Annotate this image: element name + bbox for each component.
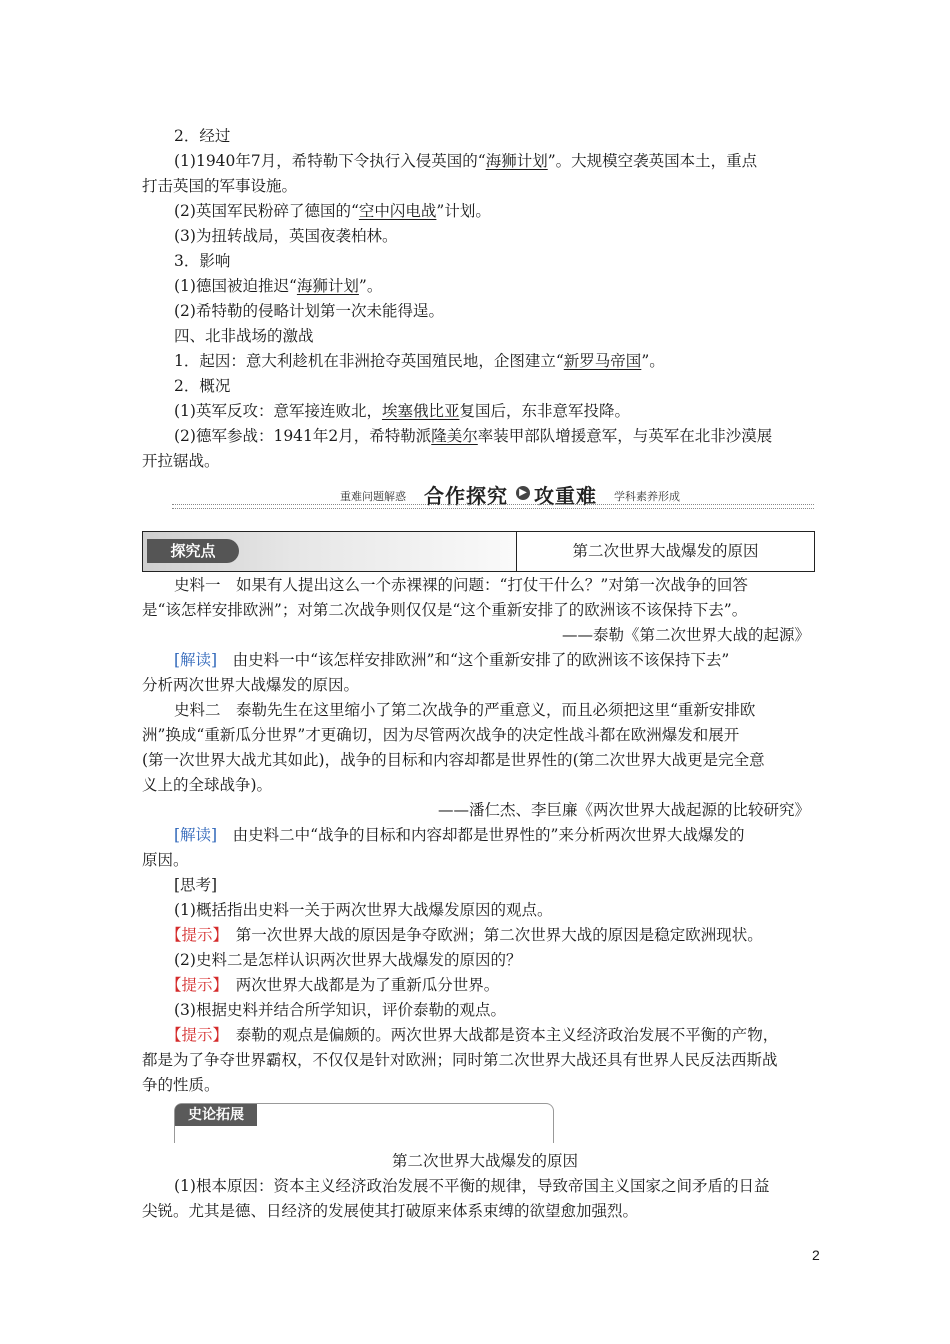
extension-header-box bbox=[174, 1103, 554, 1143]
hint-paragraph bbox=[166, 1023, 778, 1047]
extension-title: 第二次世界大战爆发的原因 bbox=[392, 1152, 579, 1170]
question: (3)根据史料并结合所学知识，评价泰勒的观点。 bbox=[174, 1001, 506, 1019]
source-text: 是“该怎样安排欧洲”；对第二次战争则仅仅是“这个重新安排了的欧洲该不该保持下去”。 bbox=[142, 601, 748, 619]
paragraph: (1)根本原因：资本主义经济政治发展不平衡的规律，导致帝国主义国家之间矛盾的日益 bbox=[174, 1177, 770, 1195]
banner-right-caption: 学科素养形成 bbox=[614, 490, 680, 503]
source-text: (第一次世界大战尤其如此)，战争的目标和内容却都是世界性的(第二次世界大战更是完全意 bbox=[142, 751, 765, 769]
paragraph: (2)希特勒的侵略计划第一次未能得逞。 bbox=[174, 302, 444, 320]
arrow-icon: ▶ bbox=[516, 486, 530, 500]
paragraph-continuation: 都是为了争夺世界霸权，不仅仅是针对欧洲；同时第二次世界大战还具有世界人民反法西斯战 bbox=[142, 1051, 778, 1069]
underlined-term: 海狮计划 bbox=[485, 152, 548, 170]
source-text: 史料二 泰勒先生在这里缩小了第二次战争的严重意义，而且必须把这里“重新安排欧 bbox=[174, 701, 756, 719]
text: 复国后，东非意军投降。 bbox=[459, 402, 630, 420]
text: (2)德军参战：1941年2月，希特勒派 bbox=[174, 427, 432, 445]
text: 由史料二中“战争的目标和内容却都是世界性的”来分析两次世界大战爆发的 bbox=[217, 826, 745, 844]
paragraph-continuation: 分析两次世界大战爆发的原因。 bbox=[142, 676, 360, 694]
paragraph bbox=[174, 349, 665, 373]
question: (1)概括指出史料一关于两次世界大战爆发原因的观点。 bbox=[174, 901, 553, 919]
paragraph-continuation: 打击英国的军事设施。 bbox=[142, 177, 298, 195]
probe-label-area bbox=[143, 532, 516, 571]
text: 第一次世界大战的原因是争夺欧洲；第二次世界大战的原因是稳定欧洲现状。 bbox=[220, 926, 763, 944]
text: (1)1940年7月，希特勒下令执行入侵英国的“ bbox=[174, 152, 486, 170]
think-heading: [思考] bbox=[174, 876, 218, 894]
banner-title-part2: 攻重难 bbox=[534, 484, 597, 508]
paragraph-continuation: 争的性质。 bbox=[142, 1076, 220, 1094]
underlined-term: 新罗马帝国 bbox=[563, 352, 642, 370]
paragraph: (3)为扭转战局，英国夜袭柏林。 bbox=[174, 227, 398, 245]
paragraph bbox=[174, 274, 382, 298]
section-heading: 四、北非战场的激战 bbox=[174, 327, 314, 345]
banner-left-caption: 重难问题解惑 bbox=[340, 490, 406, 503]
hint-tag: 【提示】 bbox=[166, 976, 221, 994]
paragraph bbox=[174, 399, 630, 423]
text: ”。 bbox=[641, 352, 665, 370]
hint-tag: 【提示】 bbox=[166, 1026, 221, 1044]
hint-paragraph bbox=[166, 923, 763, 947]
source-text: 洲”换成“重新瓜分世界”才更确切，因为尽管两次战争的决定性战斗都在欧洲爆发和展开 bbox=[142, 726, 740, 744]
paragraph-continuation: 尖锐。尤其是德、日经济的发展使其打破原来体系束缚的欲望愈加强烈。 bbox=[142, 1202, 639, 1220]
text: 1．起因：意大利趁机在非洲抢夺英国殖民地，企图建立“ bbox=[174, 352, 564, 370]
text: (1)英军反攻：意军接连败北， bbox=[174, 402, 382, 420]
paragraph bbox=[174, 424, 772, 448]
underlined-term: 海狮计划 bbox=[296, 277, 359, 295]
underlined-term: 隆美尔 bbox=[431, 427, 478, 445]
source-text: 史料一 如果有人提出这么一个赤裸裸的问题：“打仗干什么？”对第一次战争的回答 bbox=[174, 576, 748, 594]
reading-tag: [解读] bbox=[174, 826, 218, 844]
reading-tag: [解读] bbox=[174, 651, 218, 669]
section-heading: 2．经过 bbox=[174, 127, 231, 145]
banner-divider bbox=[172, 504, 814, 509]
section-heading: 3．影响 bbox=[174, 252, 231, 270]
probe-header-box bbox=[142, 531, 815, 572]
source-citation: ——潘仁杰、李巨廉《两次世界大战起源的比较研究》 bbox=[437, 801, 810, 819]
probe-label: 探究点 bbox=[147, 539, 239, 563]
reading-paragraph bbox=[174, 648, 729, 672]
banner-title-part1: 合作探究 bbox=[424, 484, 508, 508]
section-heading: 2．概况 bbox=[174, 377, 231, 395]
page-number: 2 bbox=[812, 1247, 820, 1263]
text: ”。大规模空袭英国本土，重点 bbox=[547, 152, 758, 170]
source-citation: ——泰勒《第二次世界大战的起源》 bbox=[561, 626, 810, 644]
text: 两次世界大战都是为了重新瓜分世界。 bbox=[220, 976, 500, 994]
text: ”。 bbox=[358, 277, 383, 295]
probe-title: 第二次世界大战爆发的原因 bbox=[572, 542, 759, 560]
paragraph bbox=[174, 149, 757, 173]
paragraph-continuation: 原因。 bbox=[142, 851, 189, 869]
section-banner bbox=[172, 480, 814, 510]
source-text: 义上的全球战争)。 bbox=[142, 776, 273, 794]
underlined-term: 空中闪电战 bbox=[358, 202, 437, 220]
paragraph bbox=[174, 199, 491, 223]
text: (2)英国军民粉碎了德国的“ bbox=[174, 202, 359, 220]
underlined-term: 埃塞俄比亚 bbox=[381, 402, 460, 420]
question: (2)史料二是怎样认识两次世界大战爆发的原因的？ bbox=[174, 951, 522, 969]
hint-paragraph bbox=[166, 973, 499, 997]
text: ”计划。 bbox=[436, 202, 491, 220]
text: 由史料一中“该怎样安排欧洲”和“这个重新安排了的欧洲该不该保持下去” bbox=[217, 651, 730, 669]
hint-tag: 【提示】 bbox=[166, 926, 221, 944]
text: 率装甲部队增援意军，与英军在北非沙漠展 bbox=[477, 427, 773, 445]
text: (1)德国被迫推迟“ bbox=[174, 277, 297, 295]
text: 泰勒的观点是偏颇的。两次世界大战都是资本主义经济政治发展不平衡的产物， bbox=[220, 1026, 779, 1044]
extension-label: 史论拓展 bbox=[175, 1104, 257, 1126]
reading-paragraph bbox=[174, 823, 744, 847]
paragraph-continuation: 开拉锯战。 bbox=[142, 452, 220, 470]
